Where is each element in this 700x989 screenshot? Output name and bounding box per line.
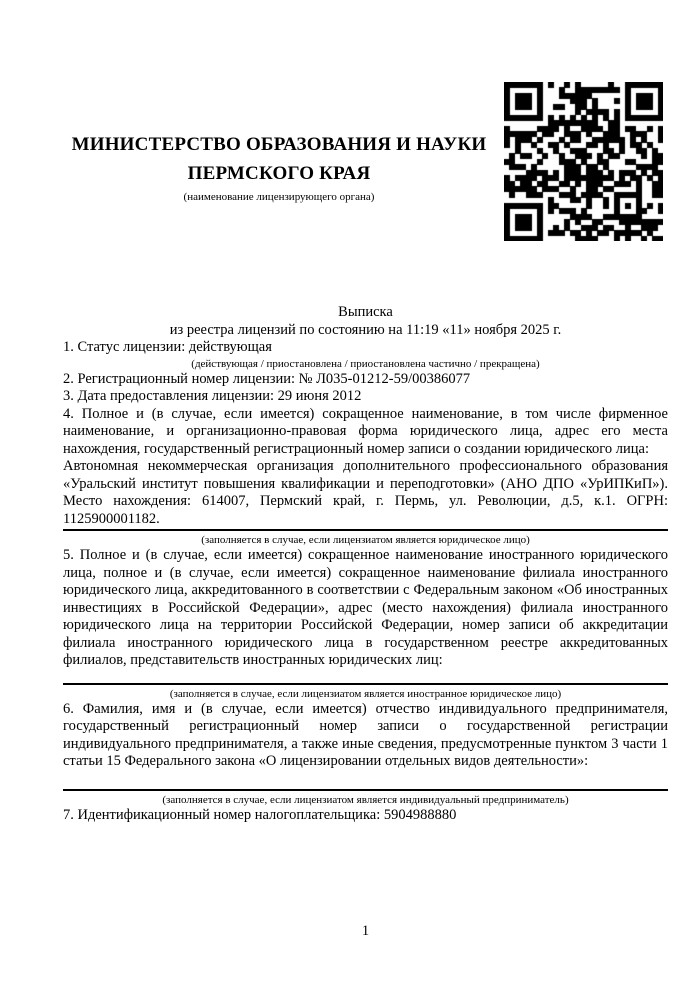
entrepreneur-clause: 6. Фамилия, имя и (в случае, если имеется) отчество индивидуального предпринимателя, государственный регистрационный номер записи о государственной регистрации индивидуального предпринимателя, а также иные сведения, предусмотренные пунктом 3 части 1 статьи 15 Федерального закона «О лицензировании отдельных видов деятельности»: — [63, 700, 668, 769]
title-subheading: из реестра лицензий по состоянию на 11:19 «11» ноября 2025 г. — [169, 321, 562, 338]
license-status-options-caption: (действующая / приостановлена / приостановлена частично / прекращена) — [191, 357, 540, 370]
ministry-caption: (наименование лицензирующего органа) — [183, 191, 375, 203]
foreign-entity-fill-rule — [63, 683, 668, 685]
legal-entity-clause: 4. Полное и (в случае, если имеется) сокращенное наименование, в том числе фирменное наименование, и организационно-правовая форма юридического лица, адрес его места нахождения, государственный регистрационный номер записи о создании юридического лица: — [63, 405, 668, 457]
legal-entity-value: Автономная некоммерческая организация дополнительного профессионального образования «Уральский институт повышения квалификации и переподготовки» (АНО ДПО «УрИПКиП»). Место нахождения: 614007, Пермский край, г. Пермь, ул. Революции, д.5, к.1. ОГРН: 1125900001182. — [63, 458, 668, 527]
taxpayer-number-line: 7. Идентификационный номер налогоплательщика: 5904988880 — [63, 806, 457, 823]
entrepreneur-caption: (заполняется в случае, если лицензиатом является индивидуальный предприниматель) — [162, 793, 569, 806]
document-title — [63, 304, 668, 339]
legal-entity-fill-rule — [63, 529, 668, 531]
ministry-name-line2: ПЕРМСКОГО КРАЯ — [187, 163, 371, 184]
license-status-line: 1. Статус лицензии: действующая — [63, 339, 272, 355]
page-number: 1 — [361, 923, 370, 939]
legal-entity-caption: (заполняется в случае, если лицензиатом является юридическое лицо) — [201, 534, 530, 546]
foreign-entity-caption: (заполняется в случае, если лицензиатом является иностранное юридическое лицо) — [169, 687, 562, 700]
foreign-entity-clause: 5. Полное и (в случае, если имеется) сокращенное наименование иностранного юридического лица, полное и (в случае, если имеется) сокращенное наименование филиала иностранного юридического лица, аккредитованного в соответствии с Федеральным законом «Об иностранных инвестициях в Российской Федерации», адрес (место нахождения) филиала иностранного юридического лица на территории Российской Федерации, номер записи об аккредитации филиала иностранного юридического лица в государственном реестре аккредитованных филиалов, представительств иностранных юридических лиц: — [63, 547, 668, 668]
registration-number-line: 2. Регистрационный номер лицензии: № Л035-01212-59/00386077 — [63, 370, 471, 387]
ministry-name-line1: МИНИСТЕРСТВО ОБРАЗОВАНИЯ И НАУКИ — [71, 134, 487, 155]
title-heading: Выписка — [338, 304, 393, 320]
entrepreneur-fill-rule — [63, 789, 668, 791]
license-date-line: 3. Дата предоставления лицензии: 29 июня 2012 — [63, 388, 362, 404]
